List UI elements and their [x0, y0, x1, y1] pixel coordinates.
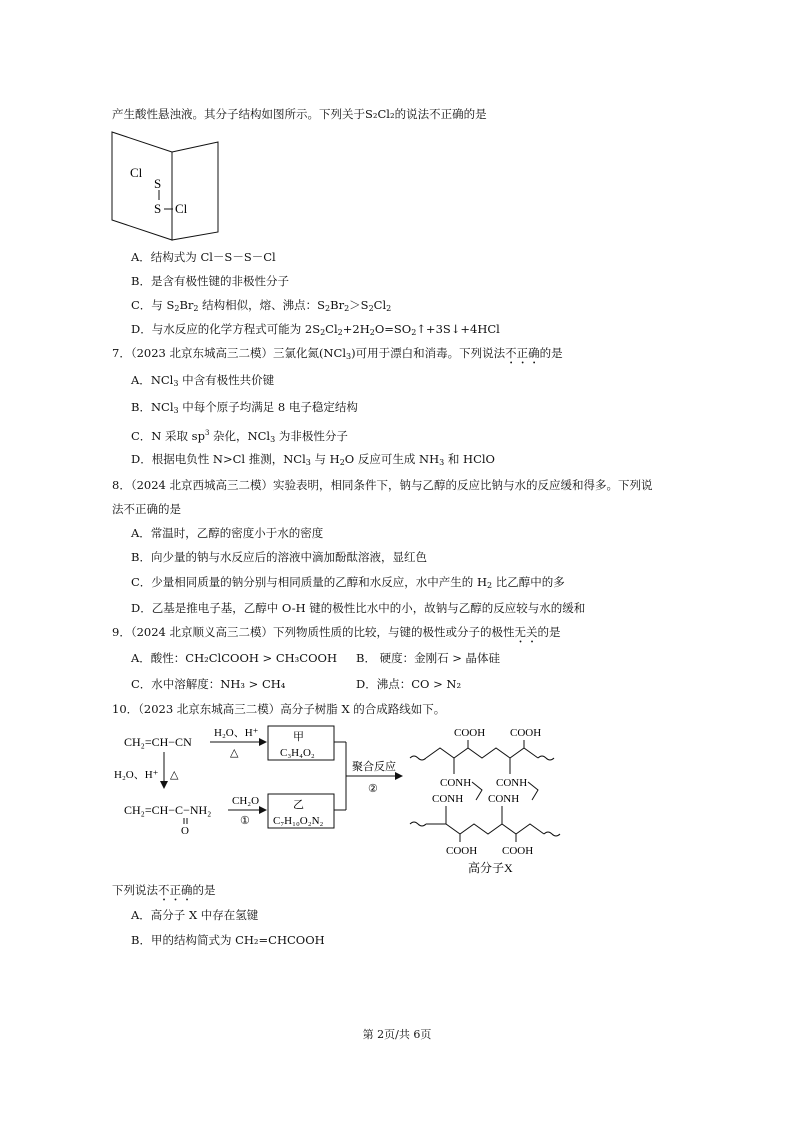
conh-upper-left: CONH [440, 777, 472, 789]
page-number: 第 2页/共 6页 [362, 1028, 432, 1041]
q8-stem-line2: 法不正确的是 [112, 502, 181, 516]
s-bottom-label: S [154, 201, 162, 216]
conh-lower-right: CONH [488, 793, 520, 805]
condition-top: H₂O、H⁺ [214, 727, 259, 739]
heat-symbol-top: △ [230, 747, 239, 759]
condition-ch2o: CH₂O [232, 795, 260, 807]
q9-stem: 9．（2024 北京顺义高三二模）下列物质性质的比较，与键的极性或分子的极性无关的是 [112, 625, 561, 639]
cl-bottom-label: Cl [175, 201, 188, 216]
q6-option-b: B．是含有极性键的非极性分子 [131, 274, 289, 288]
polymerization-label: 聚合反应 [352, 761, 396, 773]
q8-option-b: B．向少量的钠与水反应后的溶液中滴加酚酞溶液，显红色 [131, 550, 427, 564]
step-one-label: ① [240, 815, 250, 827]
q9-option-c: C．水中溶解度：NH₃ > CH₄ [131, 677, 286, 691]
q7-option-a: A．NCl$_3$ 中含有极性共价键 [131, 373, 275, 388]
step-two-label: ② [368, 783, 378, 795]
acrylamide-oxygen: O [181, 825, 189, 837]
cooh-lower-right: COOH [502, 845, 534, 857]
q10-synthesis-scheme [110, 720, 590, 880]
q7-option-b: B．NCl$_3$ 中每个原子均满足 8 电子稳定结构 [131, 400, 358, 415]
compound-jia-name: 甲 [293, 731, 304, 743]
cooh-upper-right: COOH [510, 727, 542, 739]
q9-option-a: A．酸性：CH₂ClCOOH > CH₃COOH [131, 651, 337, 665]
compound-yi-formula: C₇H₁₀O₂N₂ [273, 815, 324, 827]
cooh-lower-left: COOH [446, 845, 478, 857]
s-top-label: S [154, 176, 162, 191]
q6-option-c: C．与 $S_2Br_2$ 结构相似，熔、沸点：$S_2Br_2>S_2Cl_2$ [131, 298, 392, 313]
q9-option-d: D．沸点：CO > N₂ [356, 677, 462, 691]
compound-yi-name: 乙 [293, 799, 304, 811]
starting-material: CH₂=CH−CN [124, 735, 192, 749]
cl-top-label: Cl [130, 165, 143, 180]
conh-upper-right: CONH [496, 777, 528, 789]
q8-stem-line1: 8．（2024 北京西城高三二模）实验表明，相同条件下，钠与乙醇的反应比钠与水的反应缓和得多。下列说 [112, 478, 653, 492]
q9-option-b: B． 硬度：金刚石 > 晶体硅 [356, 651, 501, 665]
acrylamide: CH₂=CH−C−NH₂ [124, 803, 212, 817]
q8-option-c: C．少量相同质量的钠分别与相同质量的乙醇和水反应，水中产生的 $H_2$ 比乙醇中的多 [131, 575, 565, 590]
q8-option-a: A．常温时，乙醇的密度小于水的密度 [131, 526, 324, 540]
intro-text: 产生酸性悬浊液。其分子结构如图所示。下列关于S₂Cl₂的说法不正确的是 [112, 107, 487, 121]
polymer-x-label: 高分子X [468, 861, 513, 875]
q7-stem: 7．（2023 北京东城高三二模）三氯化氮(NCl$_3$)可用于漂白和消毒。下列说法不正确的是 [112, 346, 563, 361]
q7-option-d: D．根据电负性 N>Cl 推测，NCl$_3$ 与 $H_2O$ 反应可生成 $NH_3$ 和 HClO [131, 452, 495, 467]
q10-option-a: A．高分子 X 中存在氢键 [131, 908, 259, 922]
q7-option-c: C．N 采取 $sp^3$ 杂化，NCl$_3$ 为非极性分子 [131, 429, 348, 444]
q10-question: 下列说法不正确的是 [112, 883, 216, 897]
condition-down: H₂O、H⁺ [114, 769, 159, 781]
heat-symbol-down: △ [170, 769, 179, 781]
q6-option-a: A．结构式为 Cl－S－S－Cl [131, 250, 276, 264]
q10-option-b: B．甲的结构简式为 CH₂=CHCOOH [131, 933, 325, 947]
q8-option-d: D．乙基是推电子基，乙醇中 O-H 键的极性比水中的小，故钠与乙醇的反应较与水的缓和 [131, 601, 586, 615]
s2cl2-structure-figure [110, 130, 222, 242]
conh-lower-left: CONH [432, 793, 464, 805]
q10-stem: 10．（2023 北京东城高三二模）高分子树脂 X 的合成路线如下。 [112, 702, 446, 716]
compound-jia-formula: C₃H₄O₂ [280, 747, 315, 759]
cooh-upper-left: COOH [454, 727, 486, 739]
q6-option-d: D．与水反应的化学方程式可能为 $2S_2Cl_2+2H_2O=SO_2↑+3S↓+4HCl$ [131, 322, 500, 337]
